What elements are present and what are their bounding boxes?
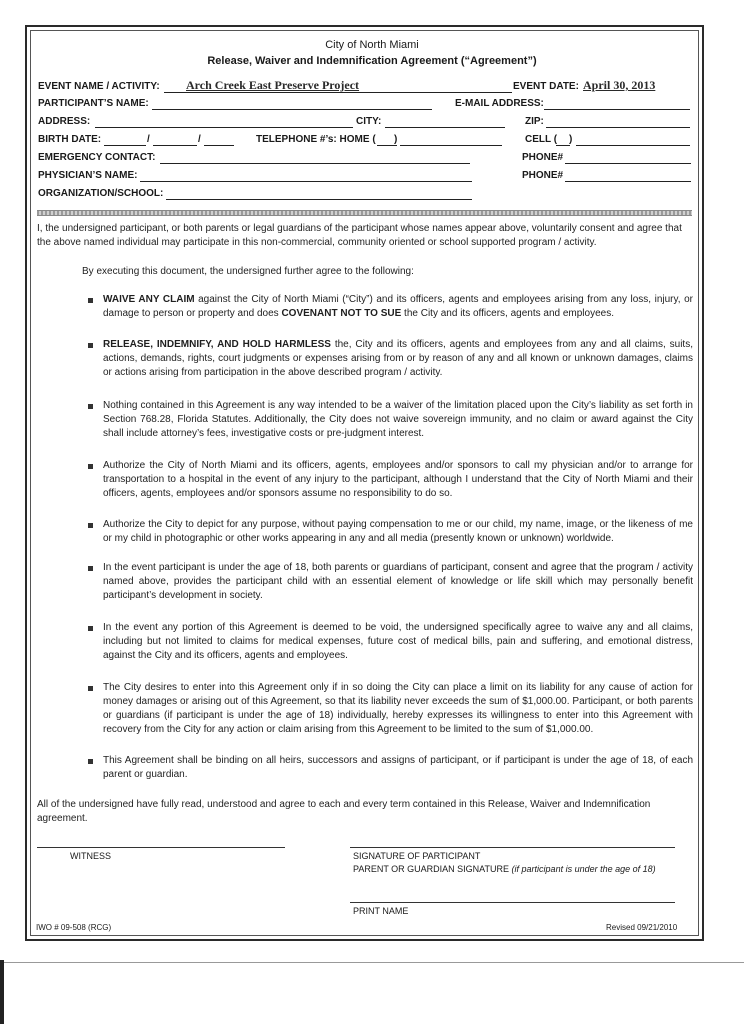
list-item: In the event any portion of this Agreement is deemed to be void, the undersigned specifically agree to waive any and all claims, including but not limited to claims for medical expenses, future cost of medical bills, pain and suffering, and emotional distress, against the City and its officers, agents and employees. (103, 622, 693, 661)
print-name-line[interactable] (350, 902, 675, 903)
emergency-contact-label: EMERGENCY CONTACT: (38, 152, 156, 163)
organization-label: ORGANIZATION/SCHOOL: (38, 188, 164, 199)
address-label: ADDRESS: (38, 116, 91, 127)
bullet-marker (88, 523, 93, 528)
cell-phone-field[interactable] (576, 145, 690, 146)
event-date-label: EVENT DATE: (513, 81, 579, 92)
list-item: Authorize the City of North Miami and its officers, agents, employees and/or sponsors to call my physician and/or to arrange for transportation to a hospital in the event of any injury to the participant, although I understand that the City of North Miami and their officers, agents, employees and/or sponsors assume no responsibility to do so. (103, 460, 693, 499)
birth-day-field[interactable] (153, 145, 197, 146)
list-item: The City desires to enter into this Agreement only if in so doing the City can place a limit on its liability for any cause of action for money damages or arising out of this Agreement, so that its liability never exceeds the sum of $1,000.00. Participant, or both parents or guardians (if participant is under the age of 18) individually, hereby expresses its willingness to enter into this Agreement with recovery from the City for any action or claim arising from this Agreement to be limited to the sum of $1,000.00. (103, 682, 693, 735)
participant-signature-label: SIGNATURE OF PARTICIPANT (353, 851, 481, 861)
zip-field[interactable] (546, 127, 690, 128)
participant-signature-line[interactable] (350, 847, 675, 848)
bullet-marker (88, 566, 93, 571)
participant-name-label: PARTICIPANT’S NAME: (38, 98, 149, 109)
birth-date-separator: / (198, 134, 201, 145)
birth-date-label: BIRTH DATE: (38, 134, 102, 145)
term-text: the, City and its officers, agents and employees from any and all claims, suits, actions, demands, rights, court judgments or expenses arising from or by reason of any and all known or unknown damages, claims or actions arising from participation in the above described program / activity. (103, 339, 693, 378)
birth-month-field[interactable] (104, 145, 146, 146)
cell-close-paren: ) (569, 134, 573, 145)
list-item: Authorize the City to depict for any purpose, without paying compensation to me or our child, my name, image, or the likeness of me or my child in photographic or other works appearing in any and all media (presently known or unknown) worldwide. (103, 519, 693, 544)
participant-name-field[interactable] (152, 109, 432, 110)
bullet-marker (88, 298, 93, 303)
bullet-marker (88, 686, 93, 691)
list-item: This Agreement shall be binding on all heirs, successors and assigns of participant, or if participant is under the age of 18, of each parent or guardian. (103, 755, 693, 780)
guardian-signature-text: PARENT OR GUARDIAN SIGNATURE (353, 864, 510, 874)
list-item (103, 293, 693, 321)
bullet-marker (88, 626, 93, 631)
term-emphasis: COVENANT NOT TO SUE (281, 308, 402, 319)
address-field[interactable] (95, 127, 353, 128)
city-label: CITY: (356, 116, 382, 127)
event-date-value: April 30, 2013 (583, 78, 656, 92)
telephone-home-label: TELEPHONE #’s: HOME ( (256, 134, 376, 145)
print-name-label: PRINT NAME (353, 906, 409, 916)
physician-name-label: PHYSICIAN’S NAME: (38, 170, 138, 181)
bullet-marker (88, 343, 93, 348)
form-id: IWO # 09-508 (RCG) (36, 923, 112, 932)
bullet-marker (88, 404, 93, 409)
cell-label: CELL ( (525, 134, 558, 145)
revision-date: Revised 09/21/2010 (606, 923, 678, 932)
home-phone-field[interactable] (400, 145, 502, 146)
physician-name-field[interactable] (140, 181, 472, 182)
cell-area-code-field[interactable] (556, 145, 570, 146)
birth-year-field[interactable] (204, 145, 234, 146)
guardian-signature-note: (if participant is under the age of 18) (511, 864, 656, 874)
scan-edge-mark (0, 960, 4, 1024)
document-issuer: City of North Miami (325, 39, 419, 51)
witness-label: WITNESS (70, 851, 112, 861)
birth-date-separator: / (147, 134, 150, 145)
term-text: against the City of North Miami (“City”) and its officers, agents and employees arising from any loss, injury, or damage to person or property and does (103, 294, 693, 319)
emergency-phone-label: PHONE# (522, 152, 564, 163)
organization-field[interactable] (166, 199, 472, 200)
city-field[interactable] (385, 127, 505, 128)
scan-edge (4, 962, 744, 963)
event-name-value: Arch Creek East Preserve Project (186, 78, 360, 92)
witness-signature-line[interactable] (37, 847, 285, 848)
email-label: E-MAIL ADDRESS: (455, 98, 544, 109)
term-emphasis: WAIVE ANY CLAIM (103, 294, 195, 305)
guardian-signature-label (353, 864, 656, 874)
emergency-contact-field[interactable] (160, 163, 470, 164)
list-item: Nothing contained in this Agreement is any way intended to be a waiver of the limitation placed upon the City’s liability as set forth in Section 768.28, Florida Statutes. Additionally, the City does not waive sovereign immunity, and no claim or award against the City shall include attorney’s fees, investigative costs or pre-judgment interest. (103, 400, 693, 439)
list-item (103, 338, 693, 380)
closing-paragraph: All of the undersigned have fully read, understood and agree to each and every term contained in this Release, Waiver and Indemnification agreement. (37, 799, 651, 824)
bullet-marker (88, 759, 93, 764)
zip-label: ZIP: (525, 116, 544, 127)
physician-phone-field[interactable] (565, 181, 691, 182)
bullet-marker (88, 464, 93, 469)
lead-paragraph: By executing this document, the undersigned further agree to the following: (82, 266, 414, 277)
term-text: the City and its officers, agents and employees. (401, 308, 614, 319)
home-area-code-field[interactable] (377, 145, 397, 146)
document-title: Release, Waiver and Indemnification Agreement (“Agreement”) (207, 55, 537, 67)
event-name-label: EVENT NAME / ACTIVITY: (38, 81, 160, 92)
section-divider (37, 210, 692, 216)
term-emphasis: RELEASE, INDEMNIFY, AND HOLD HARMLESS (103, 339, 331, 350)
intro-paragraph: I, the undersigned participant, or both parents or legal guardians of the participant whose names appear above, voluntarily consent and agree that the above named individual may participate in this non-commercial, community oriented or school supported program / activity. (37, 223, 682, 248)
telephone-close-paren: ) (394, 134, 398, 145)
email-field[interactable] (544, 109, 690, 110)
list-item: In the event participant is under the age of 18, both parents or guardians of participant, consent and agree that the program / activity named above, provides the participant child with an essential element of knowledge or life skill which may personally benefit participant’s development in society. (103, 562, 693, 601)
emergency-phone-field[interactable] (565, 163, 691, 164)
physician-phone-label: PHONE# (522, 170, 564, 181)
